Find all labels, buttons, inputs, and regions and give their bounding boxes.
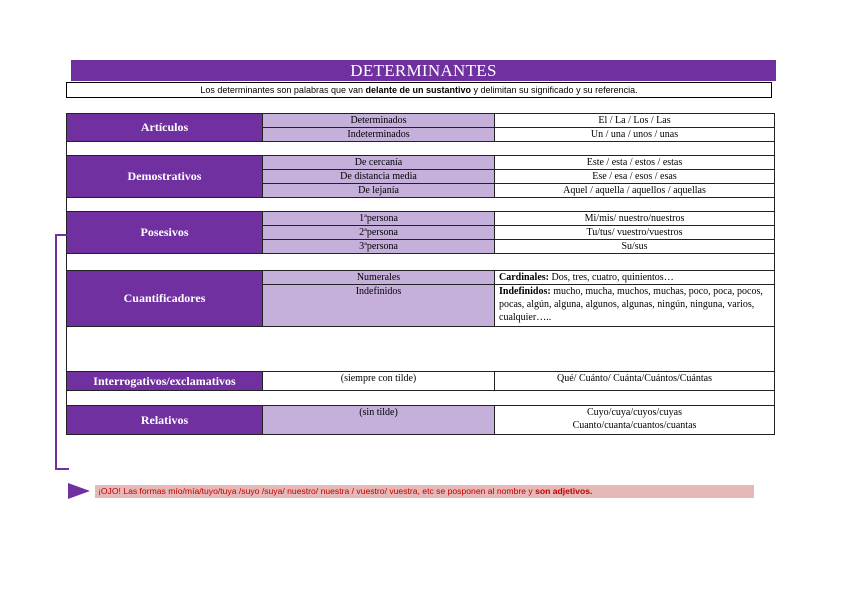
example-text: Dos, tres, cuatro, quinientos…	[549, 272, 674, 283]
subtype-cell: 3ªpersona	[263, 240, 495, 254]
example-cell: Mi/mis/ nuestro/nuestros	[495, 212, 775, 226]
example-cell: Qué/ Cuánto/ Cuánta/Cuántos/Cuántas	[495, 372, 775, 391]
definition-text	[66, 82, 772, 98]
example-cell: Aquel / aquella / aquellos / aquellas	[495, 184, 775, 198]
subtype-cell: Indeterminados	[263, 128, 495, 142]
category-cuantificadores: Cuantificadores	[67, 271, 263, 327]
subtype-cell: (sin tilde)	[263, 406, 495, 435]
example-cell	[495, 285, 775, 327]
note-text: ¡OJO! Las formas mío/mía/tuyo/tuya /suyo /suya/ nuestro/ nuestra / vuestro/ vuestra, etc se posponen al nombre y	[98, 486, 536, 496]
table-row	[67, 372, 775, 391]
spacer-cell	[67, 254, 775, 271]
warning-note	[95, 485, 754, 498]
subtype-cell: De cercanía	[263, 156, 495, 170]
example-cell: Su/sus	[495, 240, 775, 254]
spacer-row	[67, 327, 775, 372]
example-text: mucho, mucha, muchos, muchas, poco, poca, pocos, pocas, algún, alguna, algunos, algunas, ningún, ninguna, varios, cualquier…..	[499, 286, 763, 323]
example-cell	[495, 406, 775, 435]
subtype-cell: Indefinidos	[263, 285, 495, 327]
example-cell: El / La / Los / Las	[495, 114, 775, 128]
table-row	[67, 156, 775, 170]
spacer-cell	[67, 391, 775, 406]
arrow-icon	[68, 483, 90, 499]
subtype-cell: Determinados	[263, 114, 495, 128]
example-bold: Indefinidos:	[499, 286, 551, 297]
example-cell: Tu/tus/ vuestro/vuestros	[495, 226, 775, 240]
category-posesivos: Posesivos	[67, 212, 263, 254]
subtype-cell: Numerales	[263, 271, 495, 285]
definition-bold: delante de un sustantivo	[365, 85, 472, 95]
table-row	[67, 271, 775, 285]
table-row	[67, 114, 775, 128]
spacer-cell	[67, 198, 775, 212]
definition-pre: Los determinantes son palabras que van	[200, 85, 366, 95]
subtype-cell: De lejanía	[263, 184, 495, 198]
note-bold: son adjetivos.	[535, 486, 593, 496]
example-line: Cuyo/cuya/cuyos/cuyas	[587, 407, 682, 418]
table-row	[67, 406, 775, 435]
subtype-cell: De distancia media	[263, 170, 495, 184]
category-relativos: Relativos	[67, 406, 263, 435]
spacer-row	[67, 198, 775, 212]
table-row	[67, 212, 775, 226]
determinantes-table	[66, 113, 775, 435]
subtype-cell: 2ªpersona	[263, 226, 495, 240]
example-line: Cuanto/cuanta/cuantos/cuantas	[572, 420, 697, 431]
definition-post: y delimitan su significado y su referencia.	[471, 85, 638, 95]
spacer-cell	[67, 142, 775, 156]
spacer-row	[67, 391, 775, 406]
example-cell	[495, 271, 775, 285]
spacer-row	[67, 142, 775, 156]
bracket-connector	[55, 234, 69, 470]
example-cell: Un / una / unos / unas	[495, 128, 775, 142]
spacer-row	[67, 254, 775, 271]
example-cell: Este / esta / estos / estas	[495, 156, 775, 170]
example-cell: Ese / esa / esos / esas	[495, 170, 775, 184]
example-bold: Cardinales:	[499, 272, 549, 283]
page-title: DETERMINANTES	[71, 60, 776, 81]
subtype-cell: 1ªpersona	[263, 212, 495, 226]
category-interrogativos: Interrogativos/exclamativos	[67, 372, 263, 391]
category-articulos: Artículos	[67, 114, 263, 142]
spacer-cell	[67, 327, 775, 372]
category-demostrativos: Demostrativos	[67, 156, 263, 198]
subtype-cell: (siempre con tilde)	[263, 372, 495, 391]
